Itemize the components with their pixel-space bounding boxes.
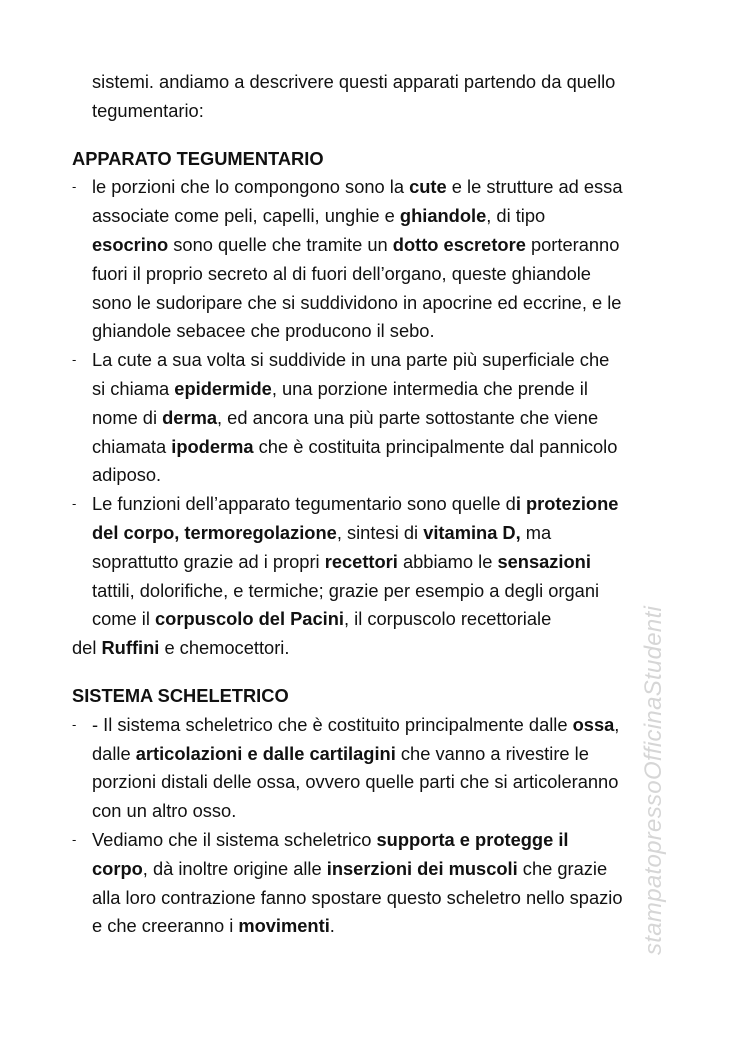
bold-term: ossa bbox=[572, 713, 615, 735]
text-segment: con un altro osso. bbox=[92, 800, 237, 822]
bullet-dash: - bbox=[72, 716, 77, 732]
bold-term: corpo bbox=[92, 857, 143, 879]
text-segment: si chiama bbox=[92, 378, 175, 399]
text-segment: che grazie bbox=[517, 857, 608, 879]
bold-term: del corpo, termoregolazione bbox=[92, 522, 337, 543]
text-line bbox=[92, 771, 618, 793]
bold-term: inserzioni dei muscoli bbox=[326, 857, 518, 879]
bold-term: Ruffini bbox=[101, 637, 160, 659]
text-segment: ma bbox=[520, 522, 552, 543]
text-line bbox=[92, 714, 619, 736]
text-segment: , di tipo bbox=[486, 205, 546, 227]
text-segment: , dà inoltre origine alle bbox=[142, 857, 327, 879]
text-segment: , una porzione intermedia che prende il bbox=[271, 378, 588, 399]
text-line bbox=[92, 522, 551, 544]
bold-term: ipoderma bbox=[171, 435, 254, 457]
text-line bbox=[92, 887, 623, 909]
text-segment: sistemi. andiamo a descrivere questi apparati partendo da quello bbox=[92, 71, 616, 92]
bold-term: derma bbox=[162, 406, 217, 428]
text-segment: fuori il proprio secreto al di fuori dell’organo, queste ghiandole bbox=[92, 262, 591, 284]
text-line bbox=[92, 378, 588, 400]
bold-term: cute bbox=[409, 176, 447, 198]
text-segment: porteranno bbox=[525, 234, 620, 255]
text-segment: sono quelle che tramite un bbox=[168, 234, 393, 255]
text-segment: - Il sistema scheletrico che è costituito principalmente dalle bbox=[92, 713, 573, 735]
text-segment: e che creeranno i bbox=[92, 915, 239, 937]
text-segment: dalle bbox=[92, 742, 136, 764]
bold-term: supporta e protegge il bbox=[376, 829, 569, 850]
bold-term: esocrino bbox=[92, 234, 169, 255]
text-segment: soprattutto grazie ad i propri bbox=[92, 550, 325, 572]
text-line bbox=[92, 436, 617, 458]
text-line bbox=[92, 915, 335, 937]
bullet-dash: - bbox=[72, 352, 77, 368]
section-heading: SISTEMA SCHELETRICO bbox=[72, 685, 289, 706]
text-segment: e chemocettori. bbox=[159, 637, 290, 659]
text-segment: alla loro contrazione fanno spostare questo scheletro nello spazio bbox=[92, 886, 623, 908]
bold-term: i protezione bbox=[515, 493, 619, 515]
bold-term: epidermide bbox=[174, 378, 272, 399]
text-line bbox=[92, 263, 591, 285]
text-segment: che vanno a rivestire le bbox=[395, 742, 589, 764]
text-line bbox=[92, 71, 615, 93]
text-line bbox=[92, 349, 609, 371]
text-segment: nome di bbox=[92, 406, 163, 428]
text-segment: , il corpuscolo recettoriale bbox=[343, 608, 552, 630]
watermark: stampatopressoOfficinaStudenti bbox=[640, 605, 667, 955]
text-segment: , sintesi di bbox=[336, 522, 424, 543]
text-line bbox=[92, 743, 589, 765]
text-segment: e le strutture ad essa bbox=[446, 176, 623, 198]
text-segment: chiamata bbox=[92, 435, 172, 457]
bold-term: dotto escretore bbox=[392, 234, 526, 255]
bold-term: vitamina D, bbox=[423, 522, 521, 543]
text-segment: ghiandole sebacee che producono il sebo. bbox=[92, 320, 435, 342]
bold-term: articolazioni e dalle cartilagini bbox=[135, 742, 396, 764]
text-line bbox=[92, 800, 236, 822]
text-line bbox=[92, 176, 622, 198]
text-segment: tattili, dolorifiche, e termiche; grazie per esempio a degli organi bbox=[92, 579, 600, 601]
bold-term: recettori bbox=[324, 550, 398, 572]
text-segment: adiposo. bbox=[92, 464, 162, 486]
text-segment: tegumentario: bbox=[92, 99, 204, 121]
bullet-dash: - bbox=[72, 179, 77, 195]
text-line bbox=[92, 292, 621, 314]
text-line bbox=[92, 493, 618, 515]
text-segment: associate come peli, capelli, unghie e bbox=[92, 205, 400, 227]
bold-term: corpuscolo del Pacini bbox=[155, 608, 344, 630]
text-segment: , ed ancora una più parte sottostante che viene bbox=[217, 406, 599, 428]
bullet-dash: - bbox=[72, 832, 77, 847]
bold-term: sensazioni bbox=[497, 550, 591, 572]
section-heading: APPARATO TEGUMENTARIO bbox=[72, 147, 324, 169]
text-line bbox=[92, 608, 551, 630]
bold-term: movimenti bbox=[238, 915, 330, 937]
text-line bbox=[72, 637, 289, 659]
text-segment: del bbox=[72, 637, 102, 659]
text-line bbox=[92, 829, 569, 851]
text-line bbox=[92, 407, 598, 429]
text-segment: porzioni distali delle ossa, ovvero quelle parti che si articoleranno bbox=[92, 771, 619, 793]
text-line bbox=[92, 464, 161, 486]
text-segment: come il bbox=[92, 608, 155, 630]
text-line bbox=[92, 551, 591, 573]
text-line bbox=[92, 858, 607, 880]
text-segment: Le funzioni dell’apparato tegumentario sono quelle d bbox=[92, 493, 516, 515]
text-segment: . bbox=[329, 915, 335, 937]
text-line bbox=[92, 205, 545, 227]
bullet-dash: - bbox=[72, 496, 77, 512]
text-segment: le porzioni che lo compongono sono la bbox=[92, 176, 410, 198]
text-line bbox=[92, 100, 204, 122]
text-segment: abbiamo le bbox=[397, 550, 498, 572]
text-segment: , bbox=[614, 713, 620, 735]
text-segment: che è costituita principalmente dal pannicolo bbox=[253, 435, 618, 457]
text-line bbox=[92, 234, 619, 256]
bold-term: ghiandole bbox=[399, 205, 487, 227]
text-line bbox=[92, 580, 599, 602]
text-line bbox=[92, 320, 435, 342]
text-segment: La cute a sua volta si suddivide in una parte più superficiale che bbox=[92, 349, 610, 371]
text-segment: Vediamo che il sistema scheletrico bbox=[92, 829, 377, 850]
text-segment: sono le sudoripare che si suddividono in apocrine ed eccrine, e le bbox=[92, 291, 622, 313]
